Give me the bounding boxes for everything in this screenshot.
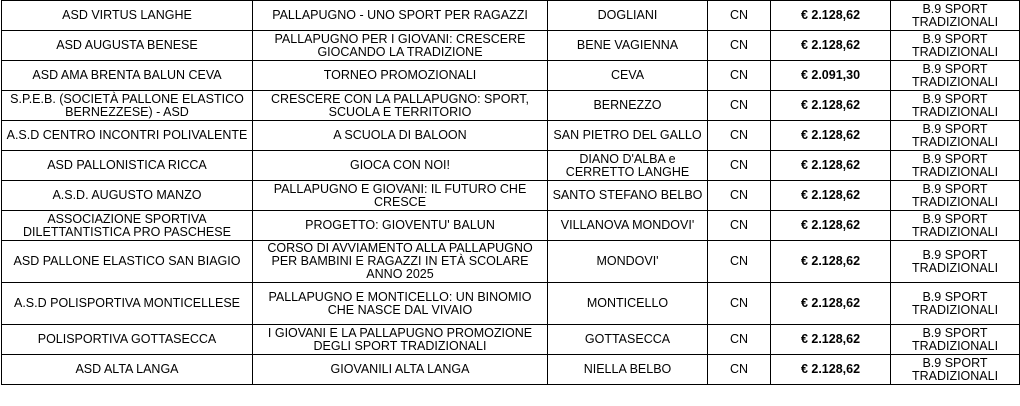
category-line-2: TRADIZIONALI [911, 134, 999, 149]
category-line-2: TRADIZIONALI [911, 14, 999, 29]
municipality-cell: MONDOVI' [548, 241, 708, 283]
province-cell: CN [708, 355, 771, 385]
category-cell [891, 325, 1020, 355]
category-line-2: TRADIZIONALI [911, 302, 999, 317]
category-cell [891, 181, 1020, 211]
category-cell [891, 61, 1020, 91]
category-line-2: TRADIZIONALI [911, 260, 999, 275]
category-line-1: B.9 SPORT [922, 211, 988, 226]
province-cell: CN [708, 151, 771, 181]
association-cell: S.P.E.B. (SOCIETÀ PALLONE ELASTICO BERNEZZESE) - ASD [2, 91, 253, 121]
municipality-cell: SAN PIETRO DEL GALLO [548, 121, 708, 151]
category-cell [891, 31, 1020, 61]
project-cell: CORSO DI AVVIAMENTO ALLA PALLAPUGNO PER BAMBINI E RAGAZZI IN ETÀ SCOLARE ANNO 2025 [253, 241, 548, 283]
project-cell: GIOCA CON NOI! [253, 151, 548, 181]
category-line-2: TRADIZIONALI [911, 224, 999, 239]
category-line-1: B.9 SPORT [922, 121, 988, 136]
association-cell: ASD AUGUSTA BENESE [2, 31, 253, 61]
province-cell: CN [708, 181, 771, 211]
category-line-1: B.9 SPORT [922, 1, 988, 16]
category-line-1: B.9 SPORT [922, 61, 988, 76]
municipality-cell: NIELLA BELBO [548, 355, 708, 385]
category-line-1: B.9 SPORT [922, 91, 988, 106]
category-line-2: TRADIZIONALI [911, 164, 999, 179]
table-row [2, 31, 1020, 61]
amount-cell: € 2.091,30 [771, 61, 891, 91]
municipality-cell: CEVA [548, 61, 708, 91]
table-row [2, 1, 1020, 31]
municipality-cell: SANTO STEFANO BELBO [548, 181, 708, 211]
grants-table-body [2, 1, 1020, 385]
table-row [2, 91, 1020, 121]
category-line-1: B.9 SPORT [922, 247, 988, 262]
municipality-cell: BERNEZZO [548, 91, 708, 121]
amount-cell: € 2.128,62 [771, 241, 891, 283]
amount-cell: € 2.128,62 [771, 325, 891, 355]
category-line-1: B.9 SPORT [922, 325, 988, 340]
table-row [2, 151, 1020, 181]
category-cell [891, 151, 1020, 181]
table-row [2, 61, 1020, 91]
project-cell: PALLAPUGNO E MONTICELLO: UN BINOMIO CHE NASCE DAL VIVAIO [253, 283, 548, 325]
table-row [2, 121, 1020, 151]
grants-table [1, 0, 1020, 385]
municipality-cell: MONTICELLO [548, 283, 708, 325]
province-cell: CN [708, 211, 771, 241]
table-row [2, 325, 1020, 355]
category-cell [891, 1, 1020, 31]
association-cell: ASD VIRTUS LANGHE [2, 1, 253, 31]
project-cell: GIOVANILI ALTA LANGA [253, 355, 548, 385]
category-line-2: TRADIZIONALI [911, 338, 999, 353]
province-cell: CN [708, 31, 771, 61]
amount-cell: € 2.128,62 [771, 121, 891, 151]
amount-cell: € 2.128,62 [771, 181, 891, 211]
category-cell [891, 355, 1020, 385]
association-cell: A.S.D CENTRO INCONTRI POLIVALENTE [2, 121, 253, 151]
category-cell [891, 91, 1020, 121]
province-cell: CN [708, 1, 771, 31]
province-cell: CN [708, 121, 771, 151]
category-line-1: B.9 SPORT [922, 181, 988, 196]
amount-cell: € 2.128,62 [771, 151, 891, 181]
category-line-1: B.9 SPORT [922, 355, 988, 370]
municipality-cell: BENE VAGIENNA [548, 31, 708, 61]
municipality-cell: VILLANOVA MONDOVI' [548, 211, 708, 241]
municipality-cell: GOTTASECCA [548, 325, 708, 355]
municipality-cell: DIANO D'ALBA e CERRETTO LANGHE [548, 151, 708, 181]
project-cell: CRESCERE CON LA PALLAPUGNO: SPORT, SCUOLA E TERRITORIO [253, 91, 548, 121]
project-cell: PALLAPUGNO E GIOVANI: IL FUTURO CHE CRESCE [253, 181, 548, 211]
project-cell: I GIOVANI E LA PALLAPUGNO PROMOZIONE DEGLI SPORT TRADIZIONALI [253, 325, 548, 355]
category-cell [891, 211, 1020, 241]
project-cell: PALLAPUGNO PER I GIOVANI: CRESCERE GIOCANDO LA TRADIZIONE [253, 31, 548, 61]
project-cell: PROGETTO: GIOVENTU' BALUN [253, 211, 548, 241]
category-cell [891, 283, 1020, 325]
province-cell: CN [708, 91, 771, 121]
table-row [2, 283, 1020, 325]
association-cell: ASD AMA BRENTA BALUN CEVA [2, 61, 253, 91]
project-cell: PALLAPUGNO - UNO SPORT PER RAGAZZI [253, 1, 548, 31]
table-row [2, 181, 1020, 211]
category-line-2: TRADIZIONALI [911, 104, 999, 119]
category-line-1: B.9 SPORT [922, 31, 988, 46]
province-cell: CN [708, 241, 771, 283]
province-cell: CN [708, 325, 771, 355]
table-row [2, 355, 1020, 385]
province-cell: CN [708, 61, 771, 91]
category-line-2: TRADIZIONALI [911, 44, 999, 59]
amount-cell: € 2.128,62 [771, 1, 891, 31]
amount-cell: € 2.128,62 [771, 91, 891, 121]
project-cell: TORNEO PROMOZIONALI [253, 61, 548, 91]
project-cell: A SCUOLA DI BALOON [253, 121, 548, 151]
table-row [2, 241, 1020, 283]
amount-cell: € 2.128,62 [771, 283, 891, 325]
amount-cell: € 2.128,62 [771, 211, 891, 241]
category-cell [891, 241, 1020, 283]
association-cell: ASD PALLONE ELASTICO SAN BIAGIO [2, 241, 253, 283]
association-cell: A.S.D POLISPORTIVA MONTICELLESE [2, 283, 253, 325]
category-line-2: TRADIZIONALI [911, 74, 999, 89]
association-cell: ASD ALTA LANGA [2, 355, 253, 385]
association-cell: POLISPORTIVA GOTTASECCA [2, 325, 253, 355]
amount-cell: € 2.128,62 [771, 31, 891, 61]
association-cell: ASSOCIAZIONE SPORTIVA DILETTANTISTICA PRO PASCHESE [2, 211, 253, 241]
association-cell: ASD PALLONISTICA RICCA [2, 151, 253, 181]
table-row [2, 211, 1020, 241]
category-cell [891, 121, 1020, 151]
province-cell: CN [708, 283, 771, 325]
category-line-2: TRADIZIONALI [911, 194, 999, 209]
category-line-2: TRADIZIONALI [911, 368, 999, 383]
category-line-1: B.9 SPORT [922, 151, 988, 166]
association-cell: A.S.D. AUGUSTO MANZO [2, 181, 253, 211]
amount-cell: € 2.128,62 [771, 355, 891, 385]
category-line-1: B.9 SPORT [922, 289, 988, 304]
municipality-cell: DOGLIANI [548, 1, 708, 31]
